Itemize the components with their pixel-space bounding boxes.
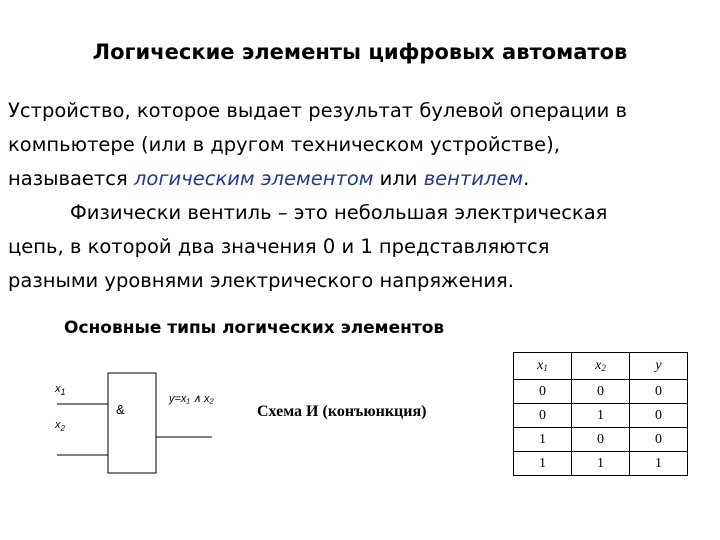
section-subtitle: Основные типы логических элементов [64, 318, 445, 338]
term-gate: вентилем [423, 167, 524, 190]
table-cell: 1 [572, 452, 630, 476]
table-row [514, 380, 688, 404]
truth-table [513, 352, 688, 476]
truth-table-header-row [514, 353, 688, 380]
header-y: y [630, 353, 688, 380]
table-cell: 0 [630, 380, 688, 404]
paragraph-line-5: цепь, в которой два значения 0 и 1 представляются [8, 235, 550, 258]
table-cell: 0 [630, 428, 688, 452]
table-cell: 0 [572, 428, 630, 452]
schema-and-label: Схема И (конъюнкция) [257, 403, 427, 420]
gate-body [108, 373, 156, 473]
table-row [514, 452, 688, 476]
header-x1: $x_1$ [514, 353, 572, 380]
header-x2: $x_2$ [572, 353, 630, 380]
output-label: y=x₁ ∧ x₂ [169, 393, 214, 405]
input-label-2: $x_2$ [55, 419, 65, 433]
table-cell: 1 [630, 452, 688, 476]
gate-symbol: & [116, 402, 125, 417]
table-cell: 0 [630, 404, 688, 428]
table-cell: 0 [514, 404, 572, 428]
paragraph-line-1: Устройство, которое выдает результат булевой операции в [8, 99, 627, 122]
paragraph-line-3-mid: или [373, 167, 424, 190]
table-cell: 1 [514, 428, 572, 452]
table-cell: 0 [514, 380, 572, 404]
paragraph-line-2: компьютере (или в другом техническом устройстве), [8, 133, 560, 156]
table-cell: 1 [514, 452, 572, 476]
slide-title: Логические элементы цифровых автоматов [92, 40, 628, 64]
paragraph-line-3-end: . [523, 167, 530, 190]
table-row [514, 428, 688, 452]
term-logic-element: логическим элементом [133, 167, 374, 190]
table-cell: 1 [572, 404, 630, 428]
input-label-1: $x_1$ [55, 383, 66, 397]
table-row [514, 404, 688, 428]
table-cell: 0 [572, 380, 630, 404]
paragraph-line-3-start: называется [8, 167, 134, 190]
paragraph-line-4: Физически вентиль – это небольшая электрическая [70, 201, 608, 224]
paragraph-line-6: разными уровнями электрического напряжения. [8, 269, 514, 292]
